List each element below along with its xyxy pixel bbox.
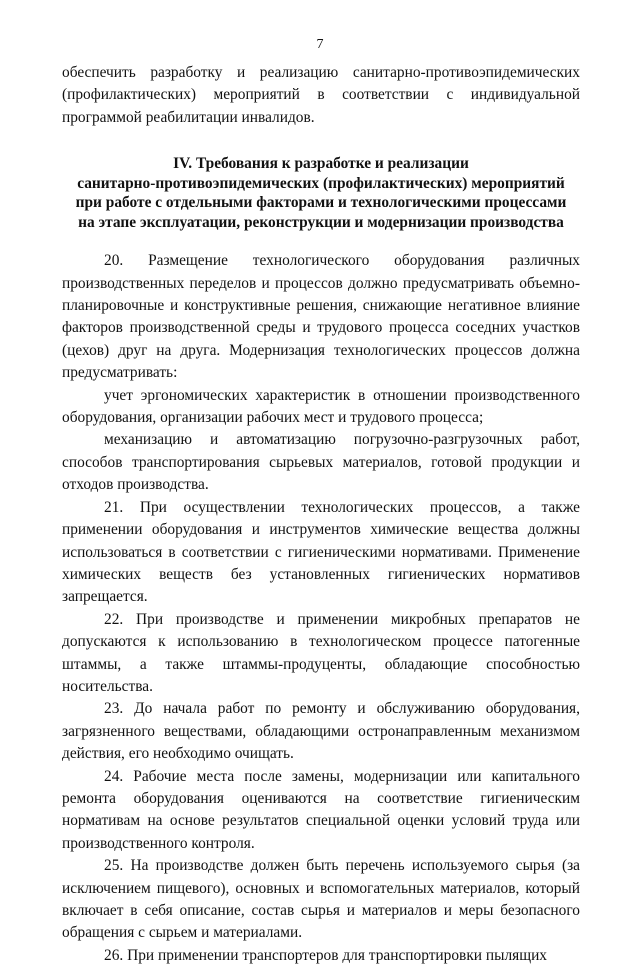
paragraph-26: 26. При применении транспортеров для транспортировки пылящих	[104, 946, 548, 964]
section-heading-line: санитарно-противоэпидемических (профилактических) мероприятий	[77, 174, 565, 192]
section-heading-line: IV. Требования к разработке и реализации	[173, 155, 469, 173]
paragraph-22: 22. При производстве и применении микробных препаратов не допускаются к использованию в технологическом процессе патогенные штаммы, а также штаммы-продуценты, обладающие способностью носительства.	[62, 610, 580, 695]
paragraph-21: 21. При осуществлении технологических процессов, а также применении оборудования и инструментов химические вещества должны использоваться в соответствии с гигиеническими нормативами. Применение химических веществ без установленных гигиенических нормативов запрещается.	[62, 498, 580, 606]
paragraph-24: 24. Рабочие места после замены, модернизации или капитального ремонта оборудования оцениваются на соответствие гигиеническим нормативам на основе результатов специальной оценки условий труда или производственного контроля.	[62, 767, 580, 852]
document-body	[62, 62, 580, 967]
paragraph-20: 20. Размещение технологического оборудования различных производственных переделов и процессов должно предусматривать объемно-планировочные и конструктивные решения, снижающие негативное влияние факторов производственной среды и трудового процесса соседних участков (цехов) друг на друга. Модернизация технологических процессов должна предусматривать:	[62, 252, 580, 382]
paragraph-20-item-mechanization: механизацию и автоматизацию погрузочно-разгрузочных работ, способов транспортирования сырьевых материалов, готовой продукции и отходов производства.	[62, 431, 580, 494]
paragraph-20-item-ergonomics: учет эргономических характеристик в отношении производственного оборудования, организации рабочих мест и трудового процесса;	[62, 386, 580, 427]
section-heading	[62, 154, 580, 232]
paragraph-23: 23. До начала работ по ремонту и обслуживанию оборудования, загрязненного веществами, обладающими остронаправленным механизмом действия, его необходимо очищать.	[62, 700, 580, 763]
page-number: 7	[316, 37, 324, 52]
paragraph-25: 25. На производстве должен быть перечень используемого сырья (за исключением пищевого), основных и вспомогательных материалов, который включает в себя описание, состав сырья и материалов и меры безопасного обращения с сырьем и материалами.	[62, 857, 580, 942]
intro-paragraph: обеспечить разработку и реализацию санитарно-противоэпидемических (профилактических) мероприятий в соответствии с индивидуальной программой реабилитации инвалидов.	[62, 64, 580, 126]
section-heading-line: при работе с отдельными факторами и технологическими процессами	[75, 194, 567, 212]
section-heading-line: на этапе эксплуатации, реконструкции и модернизации производства	[78, 213, 564, 231]
